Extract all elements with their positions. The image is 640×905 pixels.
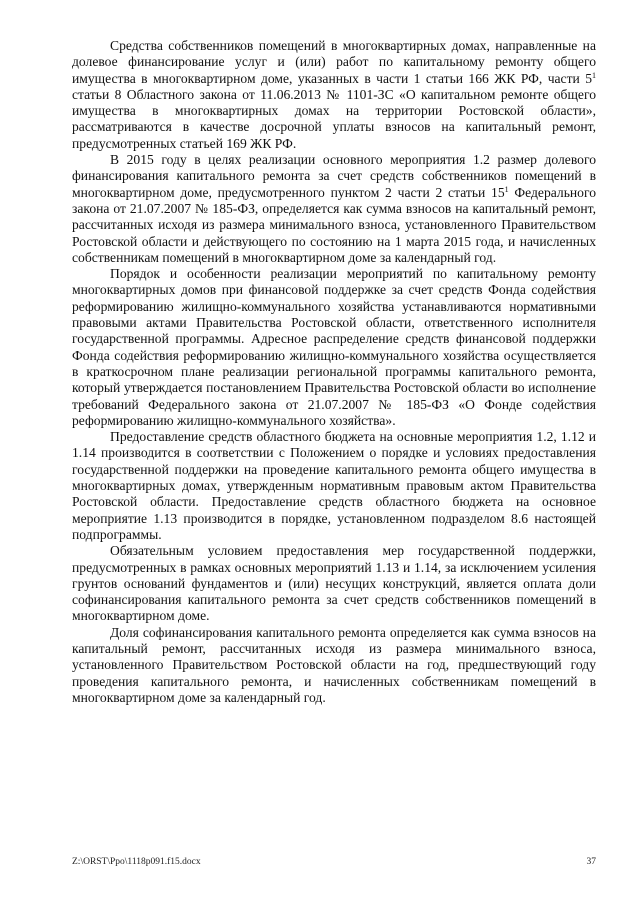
paragraph-2 <box>72 152 596 266</box>
paragraph-5: Обязательным условием предоставления мер государственной поддержки, предусмотренных в рамках основных мероприятий 1.13 и 1.14, за исключением усиления грунтов оснований фундаментов и (или) несущих конструкций, является оплата доли софинансирования капитального ремонта за счет средств собственников помещений в многоквартирном доме. <box>72 543 596 624</box>
footer-page-number: 37 <box>586 857 596 867</box>
paragraph-1 <box>72 38 596 152</box>
paragraph-2-superscript: 1 <box>504 184 509 194</box>
paragraph-4: Предоставление средств областного бюджета на основные мероприятия 1.2, 1.12 и 1.14 производится в соответствии с Положением о порядке и условиях предоставления государственной поддержки на проведение капитального ремонта общего имущества в многоквартирных домах, утвержденным нормативным правовым актом Правительства Ростовской области. Предоставление средств областного бюджета на основное мероприятие 1.13 производится в порядке, установленном подразделом 8.6 настоящей подпрограммы. <box>72 429 596 542</box>
document-body <box>72 38 596 706</box>
paragraph-1-text-b: статьи 8 Областного закона от 11.06.2013 № 1101-ЗС «О капитальном ремонте общего имущества в многоквартирных домах на территории Ростовской области», рассматриваются в качестве досрочной уплаты взносов на капитальный ремонт, предусмотренных статьей 169 ЖК РФ. <box>72 86 596 151</box>
paragraph-2-text-a: В 2015 году в целях реализации основного мероприятия 1.2 размер долевого финансирования капитального ремонта за счет средств собственников помещений в многоквартирном доме, предусмотренного пунктом 2 части 2 статьи 15 <box>72 152 596 200</box>
paragraph-3: Порядок и особенности реализации мероприятий по капитальному ремонту многоквартирных домов при финансовой поддержке за счет средств Фонда содействия реформированию жилищно-коммунального хозяйства устанавливаются нормативными правовыми актами Правительства Ростовской области, ответственного исполнителя государственной программы. Адресное распределение средств финансовой поддержки Фонда содействия реформированию жилищно-коммунального хозяйства осуществляется в краткосрочном плане реализации региональной программы капитального ремонта, который утверждается постановлением Правительства Ростовской области во исполнение требований Федерального закона от 21.07.2007 № 185-ФЗ «О Фонде содействия реформированию жилищно-коммунального хозяйства». <box>72 266 596 428</box>
paragraph-6: Доля софинансирования капитального ремонта определяется как сумма взносов на капитальный ремонт, рассчитанных исходя из размера минимального взноса, установленного Правительством Ростовской области на год, предшествующий году проведения капитального ремонта, и начисленных собственникам помещений в многоквартирном доме за календарный год. <box>72 624 596 705</box>
paragraph-1-text-a: Средства собственников помещений в многоквартирных домах, направленные на долевое финансирование услуг и (или) работ по капитальному ремонту общего имущества в многоквартирном доме, указанных в части 1 статьи 166 ЖК РФ, части 5 <box>72 38 596 86</box>
paragraph-1-superscript: 1 <box>592 70 596 80</box>
footer-file-path: Z:\ORST\Ppo\1118p091.f15.docx <box>72 857 201 867</box>
paragraph-2-text-b: Федерального закона от 21.07.2007 № 185-ФЗ, определяется как сумма взносов на капитальный ремонт, рассчитанных исходя из размера минимального взноса, установленного Правительством Ростовской области и действующего по состоянию на 1 марта 2015 года, и начисленных собственникам помещений в многоквартирном доме за календарный год. <box>72 184 597 265</box>
